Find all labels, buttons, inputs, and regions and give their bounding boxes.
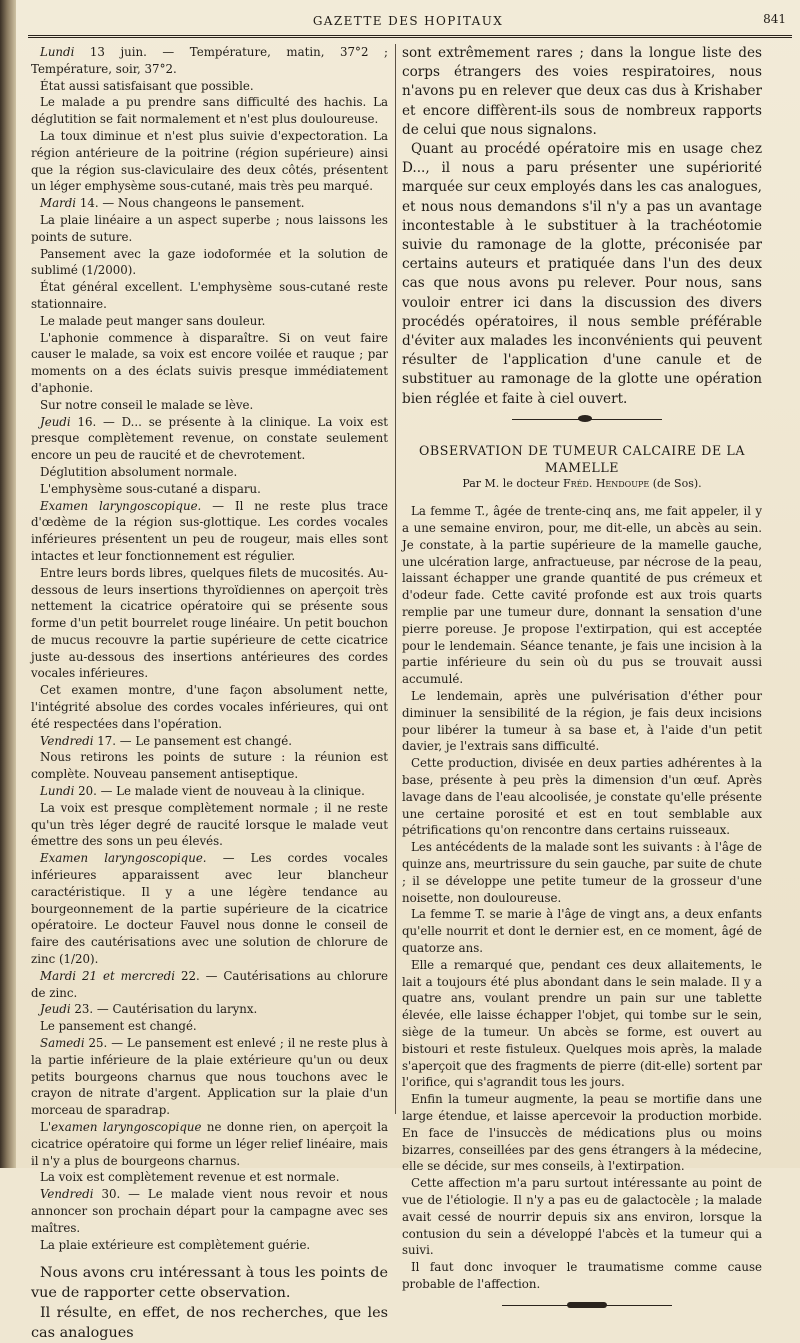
paragraph: Jeudi 23. — Cautérisation du larynx. [40, 1002, 258, 1017]
page-number: 841 [763, 12, 786, 26]
closing-paragraph: Il résulte, en effet, de nos recherches, que les cas analogues [31, 1305, 388, 1342]
paragraph: Examen laryngoscopique. — Les cordes vocales inférieures apparaissent avec leur blancheur caractéristique. Il y a une légère tendance au bourgeonnement de la partie supérieure de la cicatrice opératoire. Le docteur Fauvel nous donne le conseil de faire des cautérisations avec une solution de chlorure de zinc (1/20). [31, 851, 388, 967]
paragraph: Enfin la tumeur augmente, la peau se mortifie dans une large étendue, et laisse apercevoir la production morbide. En face de l'insuccès de médications plus ou moins bizarres, conseillées par des gens étrangers à la médecine, elle se décide, sur mes conseils, à l'extirpation. [402, 1092, 762, 1174]
journal-title: GAZETTE DES HOPITAUX [312, 14, 504, 28]
section-separator [402, 409, 762, 439]
paragraph: La plaie extérieure est complètement guérie. [40, 1237, 311, 1252]
paragraph: Le lendemain, après une pulvérisation d'éther pour diminuer la sensibilité de la région, je fais deux incisions pour libérer la tumeur à sa base et, à l'aide d'un petit davier, je l'extrais sans difficulté. [402, 689, 762, 754]
paragraph: Cette affection m'a paru surtout intéressante au point de vue de l'étiologie. Il n'y a pas eu de galactocèle ; la malade avait cessé de nourrir depuis six ans environ, lorsque la contusion du sein a développé l'abcès et la tumeur qui a suivi. [402, 1176, 762, 1258]
paragraph: Pansement avec la gaze iodoformée et la solution de sublimé (1/2000). [31, 246, 388, 278]
paragraph: Le malade peut manger sans douleur. [40, 313, 266, 328]
paragraph: L'examen laryngoscopique ne donne rien, on aperçoit la cicatrice opératoire qui forme un léger relief linéaire, mais il n'y a plus de bourgeons charnus. [31, 1120, 388, 1168]
right-column [402, 44, 762, 1291]
paragraph: Le pansement est changé. [40, 1019, 197, 1034]
paragraph: La voix est presque complètement normale ; il ne reste qu'un très léger degré de raucité lorsque le malade veut émettre des sons un peu élevés. [31, 800, 388, 849]
author-name: Fréd. Hendoupe [562, 477, 650, 491]
paragraph: Cette production, divisée en deux parties adhérentes à la base, présente à peu près la dimension d'un œuf. Après lavage dans de l'eau alcoolisée, je constate qu'elle présente une certaine porosité et est en tout semblable aux pétrifications qu'on rencontre dans certains ruisseaux. [402, 756, 762, 838]
paragraph: Jeudi 16. — D... se présente à la clinique. La voix est presque complètement revenue, on constate seulement encore un peu de raucité et de chevrotement. [31, 414, 388, 463]
paragraph: La voix est complètement revenue et est normale. [40, 1170, 340, 1185]
paragraph: Mardi 14. — Nous changeons le pansement. [40, 196, 305, 211]
paragraph: Déglutition absolument normale. [40, 464, 238, 479]
left-column [31, 44, 388, 1342]
paragraph: Entre leurs bords libres, quelques filets de mucosités. Au-dessous de leurs insertions thyroïdiennes on aperçoit très nettement la cicatrice opératoire qui se présente sous forme d'un petit bourrelet rouge linéaire. Un petit bouchon de mucus recouvre la partie supérieure de cette cicatrice juste au-dessous des insertions antérieures des cordes vocales inférieures. [31, 565, 388, 681]
paragraph: Mardi 21 et mercredi 22. — Cautérisations au chlorure de zinc. [31, 968, 388, 1000]
column-divider [395, 44, 396, 1114]
paragraph: Lundi 20. — Le malade vient de nouveau à la clinique. [40, 784, 365, 799]
header-rule [28, 35, 792, 38]
paragraph: Samedi 25. — Le pansement est enlevé ; il ne reste plus à la partie inférieure de la plaie extérieure qu'un ou deux petits bourgeons charnus que nous touchons avec le crayon de nitrate d'argent. Application sur la plaie d'un morceau de sparadrap. [31, 1036, 388, 1118]
paragraph: Les antécédents de la malade sont les suivants : à l'âge de quinze ans, meurtrissure du sein gauche, par suite de chute ; il se développe une petite tumeur de la grosseur d'une noisette, non douloureuse. [402, 840, 762, 905]
closing-paragraph: Nous avons cru intéressant à tous les points de vue de rapporter cette observation. [31, 1265, 388, 1302]
paragraph: Examen laryngoscopique. — Il ne reste plus trace d'œdème de la région sus-glottique. Les cordes vocales inférieures présentent un peu de rougeur, mais elles sont intactes et leur fonctionnement est régulier. [31, 498, 388, 563]
paragraph: État général excellent. L'emphysème sous-cutané reste stationnaire. [31, 280, 388, 311]
paragraph: La femme T. se marie à l'âge de vingt ans, a deux enfants qu'elle nourrit et dont le dernier est, en ce moment, âgé de quatorze ans. [402, 907, 762, 955]
paragraph: Vendredi 17. — Le pansement est changé. [40, 733, 293, 748]
continuation-paragraph: Quant au procédé opératoire mis en usage chez D..., il nous a paru présenter une supériorité marquée sur ceux employés dans les cas analogues, et nous nous demandons s'il n'y a pas un avantage incontestable à le substituer à la trachéotomie suivie du ramonage de la glotte, préconisée par certains auteurs et pratiquée dans l'un des deux cas que nous avons pu relever. Pour nous, sans vouloir entrer ici dans la discussion des divers procédés opératoires, il nous semble préférable d'éviter aux malades les inconvénients qui peuvent résulter de l'application d'une canule et de substituer au ramonage de la glotte une opération bien réglée et faite à ciel ouvert. [402, 141, 762, 407]
paragraph: Elle a remarqué que, pendant ces deux allaitements, le lait a toujours été plus abondant dans le sein malade. Il y a quatre ans, voulant prendre un pain sur une tablette élevée, elle laisse échapper l'objet, qui tombe sur le sein, siège de la tumeur. Un abcès se forme, est ouvert au bistouri et reste fistuleux. Quelques mois après, la malade s'aperçoit que des fragments de pierre (dit-elle) sortent par l'orifice, qui s'agrandit tous les jours. [402, 957, 762, 1090]
continuation-paragraph: sont extrêmement rares ; dans la longue liste des corps étrangers des voies respiratoires, nous n'avons pu en relever que deux cas dus à Krishaber et encore diffèrent-ils sous de nombreux rapports de celui que nous signalons. [402, 45, 762, 138]
paragraph: Nous retirons les points de suture : la réunion est complète. Nouveau pansement antiseptique. [31, 750, 388, 782]
paragraph: Vendredi 30. — Le malade vient nous revoir et nous annoncer son prochain départ pour la campagne avec ses maîtres. [31, 1187, 388, 1235]
paragraph: Sur notre conseil le malade se lève. [40, 397, 254, 412]
paragraph: Il faut donc invoquer le traumatisme comme cause probable de l'affection. [402, 1260, 762, 1291]
paragraph: La plaie linéaire a un aspect superbe ; nous laissons les points de suture. [31, 212, 388, 244]
paragraph: Cet examen montre, d'une façon absolument nette, l'intégrité absolue des cordes vocales inférieures, qui ont été respectées dans l'opération. [31, 683, 388, 731]
paragraph: La femme T., âgée de trente-cinq ans, me fait appeler, il y a une semaine environ, pour, me dit-elle, un abcès au sein. Je constate, à la partie supérieure de la mamelle gauche, une ulcération large, anfractueuse, par nécrose de la peau, laissant échapper une grande quantité de pus crémeux et d'odeur fade. Cette cavité profonde est aux trois quarts remplie par une tumeur dure, donnant la sensation d'une pierre poreuse. Je propose l'extirpation, qui est acceptée pour le lendemain. Séance tenante, je fais une incision à la partie inférieure du sein où du pus se trouvait aussi accumulé. [402, 504, 762, 687]
paragraph: Le malade a pu prendre sans difficulté des hachis. La déglutition se fait normalement et n'est plus douloureuse. [31, 95, 388, 127]
paragraph: L'emphysème sous-cutané a disparu. [40, 481, 261, 496]
paragraph: L'aphonie commence à disparaître. Si on veut faire causer le malade, sa voix est encore voilée et rauque ; par moments on a des éclats suivis presque immédiatement d'aphonie. [31, 330, 388, 395]
byline: Par M. le docteur Fréd. Hendoupe (de Sos). [462, 477, 702, 491]
page-header [16, 0, 800, 38]
paragraph: Lundi 13 juin. — Température, matin, 37°2 ; Température, soir, 37°2. [31, 45, 388, 76]
end-separator [402, 1293, 762, 1319]
paragraph: La toux diminue et n'est plus suivie d'expectoration. La région antérieure de la poitrine (région supérieure) ainsi que la région sus-claviculaire des deux côtés, présentent un léger emphysème sous-cutané, mais très peu marqué. [31, 128, 388, 194]
article-title: OBSERVATION DE TUMEUR CALCAIRE DE LA MAMELLE [418, 442, 746, 475]
binding-edge [0, 0, 16, 1168]
paragraph: État aussi satisfaisant que possible. [40, 78, 254, 93]
